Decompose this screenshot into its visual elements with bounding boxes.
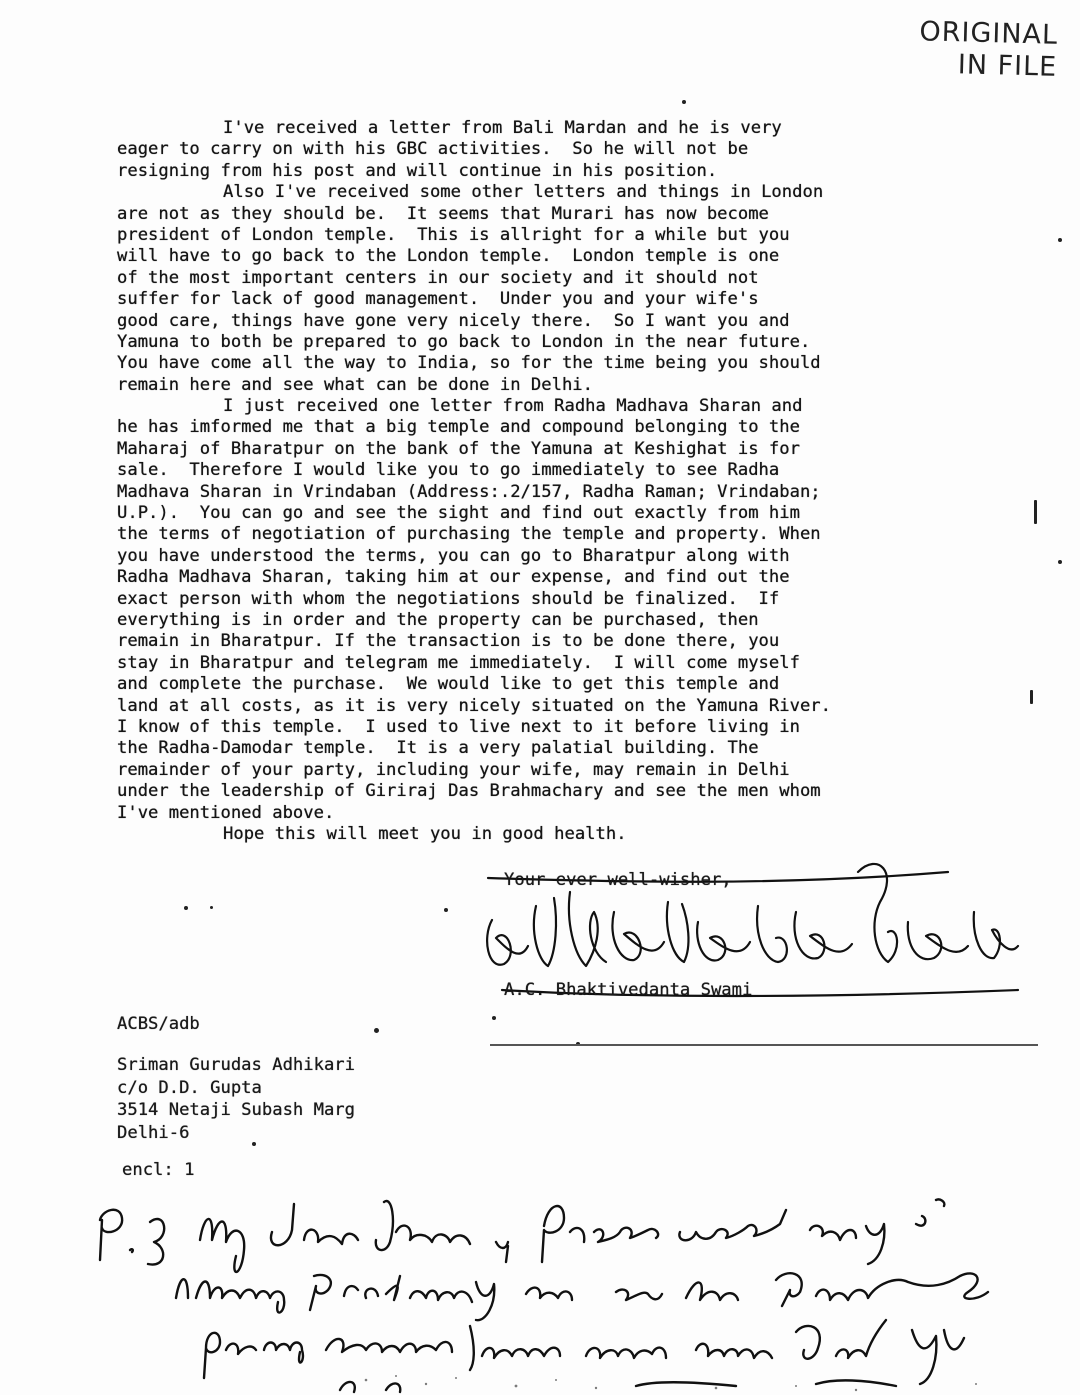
ink-speck	[682, 100, 686, 104]
address-line: 3514 Netaji Subash Marg	[117, 1100, 355, 1120]
letter-line: president of London temple. This is allright for a while but you	[117, 224, 790, 245]
letter-line: I know of this temple. I used to live next to it before living in	[117, 716, 800, 737]
letter-line: you have understood the terms, you can go to Bharatpur along with	[117, 545, 790, 566]
letter-line: You have come all the way to India, so for the time being you should	[117, 353, 821, 374]
recipient-address	[117, 1054, 355, 1144]
letter-line: I've mentioned above.	[117, 802, 335, 823]
address-line: c/o D.D. Gupta	[117, 1077, 262, 1098]
letter-line: the terms of negotiation of purchasing the temple and property. When	[117, 524, 821, 545]
letter-line: everything is in order and the property can be purchased, then	[117, 609, 759, 630]
stamp-line-2: IN FILE	[957, 49, 1058, 83]
original-in-file-stamp	[919, 16, 1059, 84]
letter-line: Madhava Sharan in Vrindaban (Address:.2/157, Radha Raman; Vrindaban;	[117, 481, 821, 502]
letter-line: the Radha-Damodar temple. It is a very palatial building. The	[117, 738, 759, 759]
handwritten-postscript	[96, 1180, 1076, 1395]
letter-line: Also I've received some other letters and things in London	[223, 182, 824, 203]
letter-line: are not as they should be. It seems that Murari has now become	[117, 203, 769, 224]
letter-line: land at all costs, as it is very nicely situated on the Yamuna River.	[117, 695, 831, 716]
complimentary-close: Your ever well-wisher,	[504, 870, 732, 890]
letter-line: remain in Bharatpur. If the transaction is to be done there, you	[117, 631, 780, 652]
letter-line: remainder of your party, including your wife, may remain in Delhi	[117, 759, 790, 780]
ink-speck	[252, 1142, 256, 1146]
letter-line: and complete the purchase. We would like to get this temple and	[117, 674, 780, 695]
letter-line: remain here and see what can be done in Delhi.	[117, 374, 593, 395]
letter-line: suffer for lack of good management. Under you and your wife's	[117, 289, 759, 310]
letter-line: stay in Bharatpur and telegram me immediately. I will come myself	[117, 652, 800, 673]
letter-line: sale. Therefore I would like you to go immediately to see Radha	[117, 460, 780, 481]
ink-speck	[210, 906, 213, 909]
letter-line: will have to go back to the London temple. London temple is one	[117, 246, 780, 267]
ink-speck	[492, 1016, 496, 1020]
letter-line: exact person with whom the negotiations should be finalized. If	[117, 588, 780, 609]
ink-speck	[1034, 500, 1037, 524]
ink-speck	[1030, 690, 1033, 704]
ink-speck	[1058, 238, 1062, 242]
enclosure-note: encl: 1	[122, 1160, 195, 1180]
stamp-line-1: ORIGINAL	[919, 16, 1059, 51]
letter-line: Hope this will meet you in good health.	[223, 823, 627, 844]
letter-line: I just received one letter from Radha Madhava Sharan and	[223, 396, 803, 417]
ink-speck	[444, 908, 448, 912]
letter-line: of the most important centers in our society and it should not	[117, 267, 759, 288]
letter-line: good care, things have gone very nicely there. So I want you and	[117, 310, 790, 331]
address-line: Delhi-6	[117, 1122, 190, 1143]
letter-line: Maharaj of Bharatpur on the bank of the Yamuna at Keshighat is for	[117, 438, 800, 459]
letter-line: resigning from his post and will continue in his position.	[117, 160, 718, 181]
letter-line: Yamuna to both be prepared to go back to London in the near future.	[117, 331, 811, 352]
reference-initials: ACBS/adb	[117, 1014, 200, 1034]
signatory-name: A.C. Bhaktivedanta Swami	[504, 980, 753, 1000]
ink-speck	[184, 906, 188, 910]
letter-line: I've received a letter from Bali Mardan and he is very	[223, 118, 782, 138]
address-line: Sriman Gurudas Adhikari	[117, 1055, 355, 1075]
ink-speck	[490, 1044, 1038, 1046]
letter-line: eager to carry on with his GBC activities. So he will not be	[117, 139, 749, 160]
letter-line: under the leadership of Giriraj Das Brahmachary and see the men whom	[117, 781, 821, 802]
ink-speck	[1058, 560, 1062, 564]
letter-line: he has imformed me that a big temple and compound belonging to the	[117, 417, 800, 438]
letter-line: U.P.). You can go and see the sight and find out exactly from him	[117, 503, 800, 524]
letter-line: Radha Madhava Sharan, taking him at our expense, and find out the	[117, 567, 790, 588]
letter-body	[117, 118, 1037, 845]
ink-speck	[374, 1028, 379, 1033]
